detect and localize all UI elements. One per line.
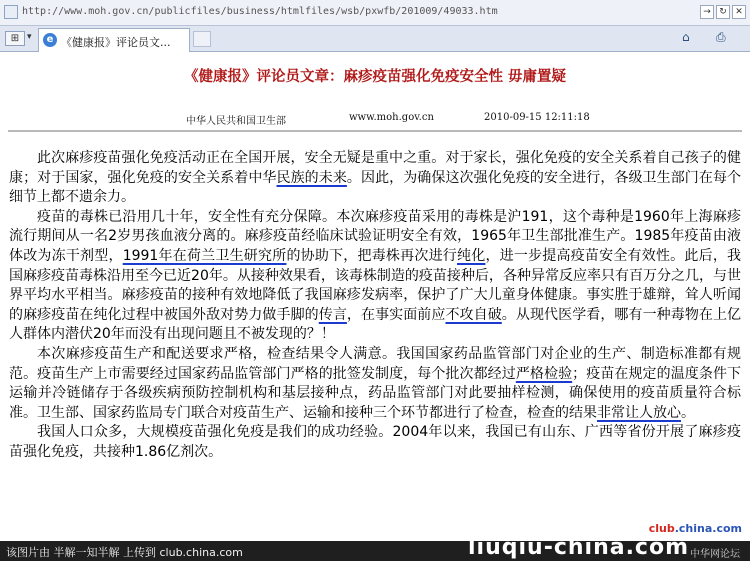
- highlight-underline: 纯化: [457, 247, 486, 264]
- new-tab-button[interactable]: [193, 31, 211, 47]
- upload-caption-bar: [0, 535, 750, 561]
- print-icon[interactable]: ⎙: [716, 30, 726, 44]
- article-body: [9, 149, 742, 460]
- ie-page-icon: e: [43, 33, 57, 47]
- active-tab[interactable]: [38, 28, 190, 52]
- brand-watermark: liuqiu-china.com: [468, 535, 690, 560]
- publish-datetime: 2010-09-15 12:11:18: [484, 112, 590, 123]
- watermark-logo: club.china.com: [648, 522, 742, 535]
- highlight-underline: 民族的未来: [276, 169, 347, 186]
- highlight-underline: 传言: [318, 306, 347, 323]
- highlight-underline: 1991年在荷兰卫生研究所: [122, 247, 287, 264]
- paragraph-1: 此次麻疹疫苗强化免疫活动正在全国开展，安全无疑是重中之重。对于家长，强化免疫的安全关系着自己孩子的健康；对于国家，强化免疫的安全关系着中华民族的未来。因此，为确保这次强化免疫的安全进行，各级卫生部门在每个细节上都不遗余力。: [9, 150, 742, 206]
- paragraph-4: 我国人口众多，大规模疫苗强化免疫是我们的成功经验。2004年以来，我国已有山东、广西等省份开展了麻疹疫苗强化免疫，共接种1.86亿剂次。: [9, 424, 741, 460]
- site-tag: 中华网论坛: [690, 549, 740, 560]
- highlight-underline: 非常让人放心: [597, 404, 681, 421]
- stop-icon[interactable]: ✕: [732, 5, 746, 19]
- paragraph-3: 本次麻疹疫苗生产和配送要求严格，检查结果令人满意。我国国家药品监管部门对企业的生产、制造标准都有规范。疫苗生产上市需要经过国家药品监管部门严格的批签发制度，每个批次都经过严格检验；疫苗在规定的温度条件下运输并冷链储存于各级疾病预防控制机构和基层接种点，药品监管部门对此要抽样检测，确保使用的疫苗质量符合标准。卫生部、国家药监局专门联合对疫苗生产、运输和接种三个环节都进行了检查，检查的结果非常让人放心。: [9, 345, 742, 421]
- tab-bar: [0, 26, 750, 52]
- go-arrow-icon[interactable]: →: [700, 5, 714, 19]
- address-bar: [0, 0, 750, 26]
- article-title: 《健康报》评论员文章：麻疹疫苗强化免疫安全性 毋庸置疑: [183, 68, 567, 85]
- paragraph-2: 疫苗的毒株已沿用几十年，安全性有充分保障。本次麻疹疫苗采用的毒株是沪191，这个毒种是1960年上海麻疹流行期间从一名2岁男孩血液分离的。麻疹疫苗经临床试验证明安全有效，1965年卫生部批准生产。1985年疫苗由液体改为冻干剂型，1991年在荷兰卫生研究所的协助下，把毒株再次进行纯化，进一步提高疫苗安全有效性。此后，我国麻疹疫苗毒株沿用至今已近20年。从接种效果看，该毒株制造的疫苗接种后，各种异常反应率只有百万分之几，与世界平均水平相当。麻疹疫苗的接种有效地降低了我国麻疹发病率，保护了广大儿童身体健康。事实胜于雄辩，耸人听闻的麻疹疫苗在纯化过程中被国外敌对势力做手脚的传言，在事实面前应不攻自破。从现代医学看，哪有一种毒物在上亿人群体内潜伏20年而没有出现问题且不被发现的？！: [9, 208, 742, 343]
- upload-caption: 该图片由 半解一知半解 上传到 club.china.com: [6, 546, 243, 559]
- tab-label: 《健康报》评论员文...: [61, 36, 171, 49]
- refresh-icon[interactable]: ↻: [716, 5, 730, 19]
- highlight-underline: 严格检验: [515, 365, 573, 382]
- divider: [8, 130, 742, 132]
- page-favicon: [4, 5, 18, 19]
- highlight-underline: 不攻自破: [445, 306, 502, 323]
- tab-list-dropdown-icon[interactable]: ▾: [27, 32, 32, 42]
- quick-tabs-button[interactable]: ⊞: [5, 31, 25, 46]
- home-icon[interactable]: ⌂: [682, 30, 690, 44]
- publisher: 中华人民共和国卫生部: [186, 116, 286, 127]
- source-site[interactable]: www.moh.gov.cn: [349, 112, 434, 123]
- url-field[interactable]: http://www.moh.gov.cn/publicfiles/business/htmlfiles/wsb/pxwfb/201009/49033.htm: [22, 6, 498, 17]
- page-content: [0, 53, 750, 541]
